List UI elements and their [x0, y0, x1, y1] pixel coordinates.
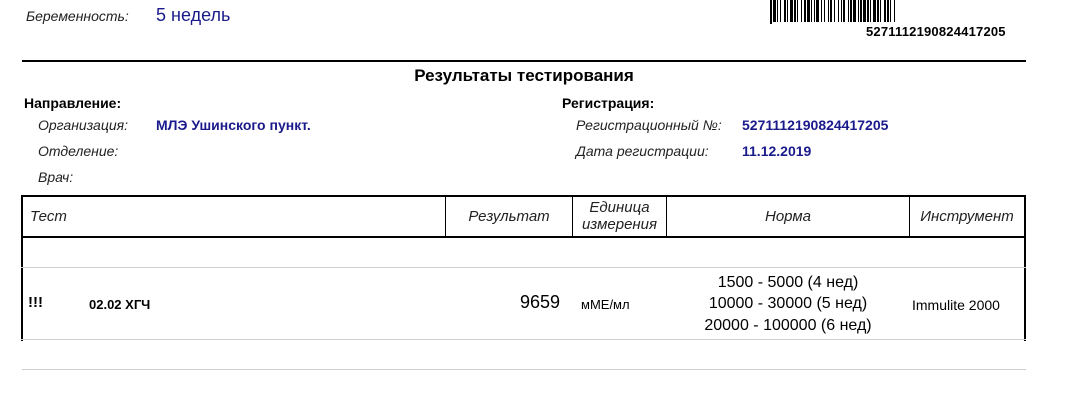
footer-divider: [22, 369, 1026, 370]
test-result: 9659: [519, 292, 560, 312]
col-header-test: Тест: [30, 208, 67, 225]
registration-number-value: 5271112190824417205: [742, 117, 889, 133]
norm-range-line: 10000 - 30000 (5 нед): [708, 295, 868, 312]
test-instrument: Immulite 2000: [912, 297, 1000, 313]
pregnancy-label: Беременность:: [26, 8, 129, 24]
col-header-unit-line2: измерения: [581, 216, 658, 233]
norm-range-line: 1500 - 5000 (4 нед): [717, 274, 859, 291]
header-divider: [22, 60, 1026, 62]
barcode-image: [770, 0, 1028, 24]
col-header-unit: [573, 199, 666, 233]
table-left-border: [21, 195, 23, 341]
referral-heading: Направление:: [24, 95, 122, 111]
barcode-number: 5271112190824417205: [866, 24, 1006, 39]
doctor-label: Врач:: [38, 169, 74, 185]
abnormal-flag: !!!: [28, 294, 43, 311]
col-header-norm: Норма: [765, 208, 811, 225]
organization-value: МЛЭ Ушинского пункт.: [156, 117, 311, 133]
registration-number-label: Регистрационный №:: [576, 117, 722, 133]
col-header-result: Результат: [468, 208, 550, 225]
row-divider: [21, 267, 1026, 268]
registration-date-value: 11.12.2019: [742, 143, 812, 159]
table-header-bottom-border: [21, 236, 1026, 238]
department-label: Отделение:: [38, 143, 119, 159]
row-divider: [21, 339, 1026, 340]
registration-heading: Регистрация:: [562, 95, 655, 111]
norm-range-line: 20000 - 100000 (6 нед): [704, 317, 872, 334]
table-right-border: [1024, 195, 1026, 341]
col-header-unit-line1: Единица: [589, 199, 650, 216]
col-header-instrument: Инструмент: [920, 208, 1014, 225]
table-top-border: [21, 195, 1026, 197]
registration-date-label: Дата регистрации:: [576, 143, 709, 159]
test-name: 02.02 ХГЧ: [89, 297, 151, 312]
organization-label: Организация:: [38, 117, 128, 133]
test-unit: мМЕ/мл: [581, 297, 630, 312]
page-title: Результаты тестирования: [414, 66, 634, 85]
pregnancy-value: 5 недель: [156, 5, 231, 25]
